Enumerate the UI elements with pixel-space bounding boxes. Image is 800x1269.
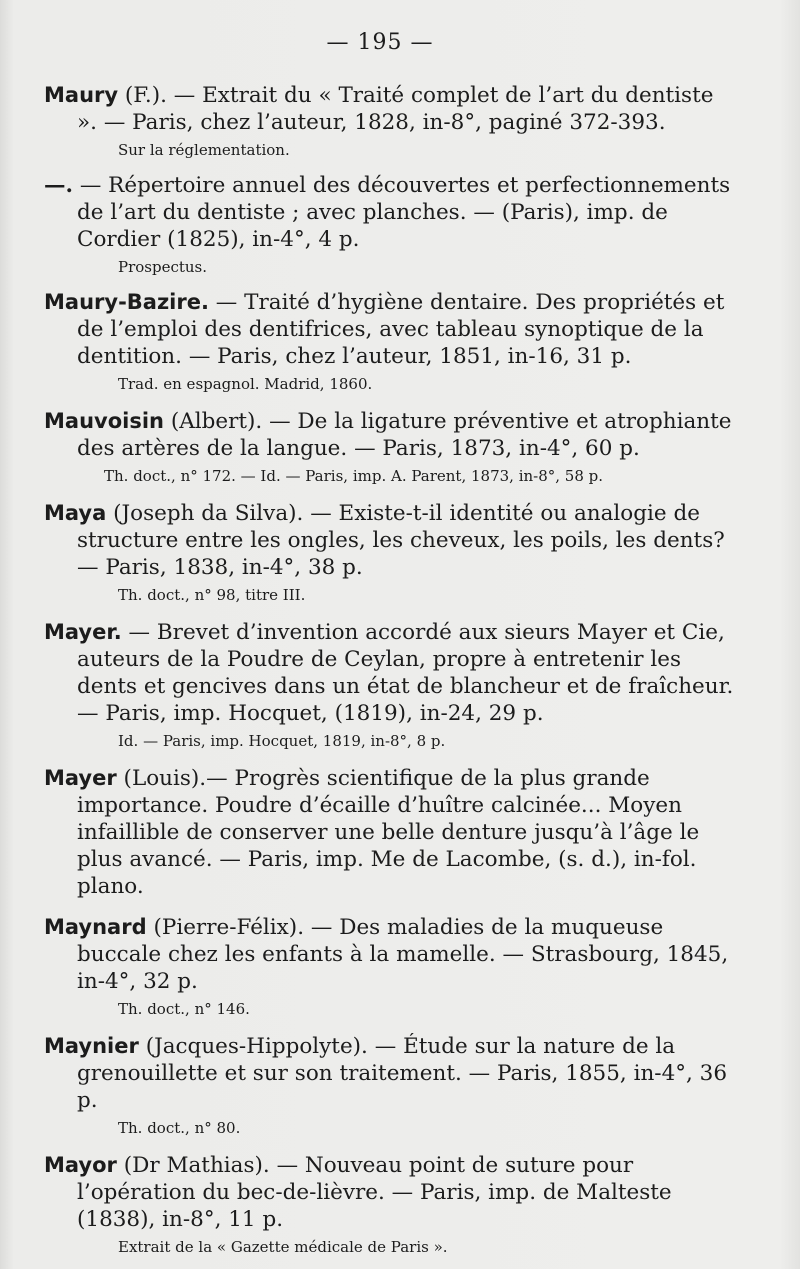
- entry-description: — Brevet d’invention accordé aux sieurs Mayer et Cie, auteurs de la Poudre de Ceylan, propre à entretenir les dents et gencives dans un état de blancheur et de fraîcheur. — Paris, imp. Hocquet, (1819), in-24, 29 p.: [77, 620, 734, 726]
- entry-text: [44, 172, 734, 253]
- bibliography-entry: [44, 1152, 734, 1257]
- entry-author: Maynard: [44, 915, 147, 939]
- entry-given-name: (Albert).: [163, 409, 263, 434]
- entry-author: —.: [44, 173, 73, 198]
- bibliography-entry: [44, 500, 734, 605]
- entry-author: Maynier: [44, 1034, 139, 1058]
- entry-text: [44, 500, 734, 581]
- entry-note: Extrait de la « Gazette médicale de Paris ».: [118, 1238, 448, 1256]
- entry-description: — Traité d’hygiène dentaire. Des propriétés et de l’emploi des dentifrices, avec tableau synoptique de la dentition. — Paris, chez l’auteur, 1851, in-16, 31 p.: [77, 290, 725, 369]
- page-number: — 195 —: [326, 30, 434, 55]
- entry-given-name: (Pierre-Félix).: [146, 915, 305, 940]
- entry-author: Maury: [44, 83, 119, 107]
- bibliography-entry: [44, 914, 734, 1019]
- entry-text: [44, 619, 734, 727]
- bibliography-entry: [44, 82, 734, 160]
- entry-author: Mayer: [44, 766, 117, 790]
- entry-description: — Étude sur la nature de la grenouillette et sur son traitement. — Paris, 1855, in-4°, 36 p.: [77, 1034, 728, 1113]
- bibliography-entry: [44, 765, 734, 900]
- entry-given-name: (F.).: [118, 83, 167, 108]
- bibliography-entry: [44, 408, 734, 486]
- entry-text: [44, 765, 734, 900]
- entry-note: Th. doct., n° 146.: [118, 1000, 250, 1018]
- entry-given-name: (Joseph da Silva).: [106, 501, 304, 526]
- entry-note: Sur la réglementation.: [118, 141, 290, 159]
- entry-author: Maya: [44, 501, 107, 525]
- entry-given-name: (Dr Mathias).: [116, 1153, 270, 1178]
- entry-description: — Des maladies de la muqueuse buccale chez les enfants à la mamelle. — Strasbourg, 1845, in-4°, 32 p.: [77, 915, 729, 994]
- entry-note: Th. doct., n° 80.: [118, 1119, 241, 1137]
- entry-description: — Répertoire annuel des découvertes et perfectionnements de l’art du dentiste ; avec planches. — (Paris), imp. de Cordier (1825), in-4°, 4 p.: [73, 173, 731, 252]
- entry-description: — De la ligature préventive et atrophiante des artères de la langue. — Paris, 1873, in-4°, 60 p.: [77, 409, 732, 461]
- bibliography-entry: [44, 1033, 734, 1138]
- entry-given-name: (Jacques-Hippolyte).: [138, 1034, 368, 1059]
- entry-text: [44, 1152, 734, 1233]
- entry-author: Maury-Bazire.: [44, 290, 209, 314]
- entry-note: Th. doct., n° 172. — Id. — Paris, imp. A. Parent, 1873, in-8°, 58 p.: [104, 467, 604, 485]
- entry-text: [44, 408, 734, 462]
- entry-text: [44, 289, 734, 370]
- bibliography-entry: [44, 289, 734, 394]
- entry-author: Mayor: [44, 1153, 117, 1177]
- entry-note: Th. doct., n° 98, titre III.: [118, 586, 306, 604]
- bibliography-entry: [44, 619, 734, 751]
- entry-description: — Nouveau point de suture pour l’opération du bec-de-lièvre. — Paris, imp. de Malteste (1838), in-8°, 11 p.: [77, 1153, 672, 1232]
- entry-author: Mayer.: [44, 620, 122, 644]
- entry-note: Trad. en espagnol. Madrid, 1860.: [118, 375, 373, 393]
- entry-given-name: (Louis).: [116, 766, 207, 791]
- bibliography-list: [44, 82, 734, 1257]
- bibliography-entry: [44, 172, 734, 277]
- entry-note: Id. — Paris, imp. Hocquet, 1819, in-8°, 8 p.: [118, 732, 446, 750]
- entry-author: Mauvoisin: [44, 409, 164, 433]
- entry-text: [44, 1033, 734, 1114]
- entry-description: — Progrès scientifique de la plus grande importance. Poudre d’écaille d’huître calcinée... Moyen infaillible de conserver une belle denture jusqu’à l’âge le plus avancé. — Paris, imp. Me de Lacombe, (s. d.), in-fol. plano.: [77, 766, 700, 899]
- entry-description: — Extrait du « Traité complet de l’art du dentiste ». — Paris, chez l’auteur, 1828, in-8°, paginé 372-393.: [77, 83, 714, 135]
- entry-description: — Existe-t-il identité ou analogie de structure entre les ongles, les cheveux, les poils, les dents? — Paris, 1838, in-4°, 38 p.: [77, 501, 725, 580]
- entry-text: [44, 914, 734, 995]
- entry-text: [44, 82, 734, 136]
- entry-note: Prospectus.: [118, 258, 208, 276]
